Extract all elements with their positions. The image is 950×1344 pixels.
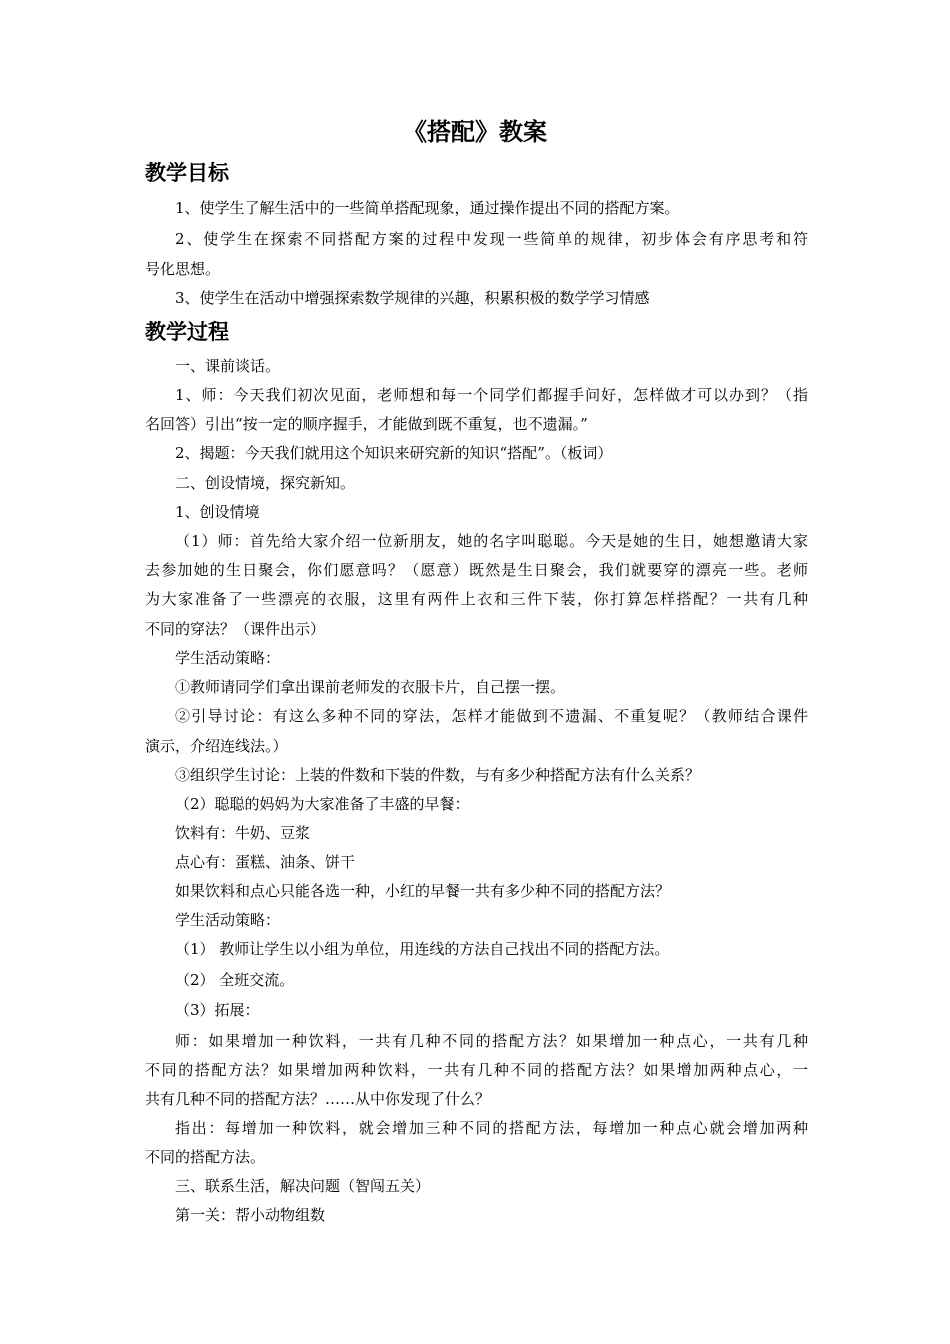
paragraph-line: 去参加她的生日聚会，你们愿意吗？（愿意）既然是生日聚会，我们就要穿的漂亮一些。老师 bbox=[145, 561, 808, 579]
paragraph-line: （1）师：首先给大家介绍一位新朋友，她的名字叫聪聪。今天是她的生日，她想邀请大家 bbox=[175, 532, 808, 550]
paragraph-line: 学生活动策略： bbox=[175, 649, 281, 667]
paragraph-line: 饮料有：牛奶、豆浆 bbox=[175, 824, 311, 842]
paragraph-line: 号化思想。 bbox=[145, 260, 221, 278]
paragraph-line: 不同的搭配方法？如果增加两种饮料，一共有几种不同的搭配方法？如果增加两种点心，一 bbox=[145, 1061, 808, 1079]
paragraph-line: 如果饮料和点心只能各选一种，小红的早餐一共有多少种不同的搭配方法？ bbox=[175, 882, 671, 900]
paragraph-line: 二、创设情境，探究新知。 bbox=[175, 474, 356, 492]
paragraph-line: 指出：每增加一种饮料，就会增加三种不同的搭配方法，每增加一种点心就会增加两种 bbox=[175, 1119, 808, 1137]
paragraph-line: 不同的搭配方法。 bbox=[145, 1148, 266, 1166]
paragraph-line: 1、使学生了解生活中的一些简单搭配现象，通过操作提出不同的搭配方案。 bbox=[175, 199, 680, 217]
paragraph-line: 一、课前谈话。 bbox=[175, 357, 281, 375]
paragraph-line: 2、使学生在探索不同搭配方案的过程中发现一些简单的规律，初步体会有序思考和符 bbox=[175, 230, 808, 248]
list-item: （2） 全班交流。 bbox=[175, 971, 295, 989]
paragraph-line: 1、师：今天我们初次见面，老师想和每一个同学们都握手问好，怎样做才可以办到？（指 bbox=[175, 386, 808, 404]
list-item: （1） 教师让学生以小组为单位，用连线的方法自己找出不同的搭配方法。 bbox=[175, 940, 670, 958]
paragraph-line: 不同的穿法？（课件出示） bbox=[145, 620, 326, 638]
paragraph-line: ②引导讨论：有这么多种不同的穿法，怎样才能做到不遗漏、不重复呢？（教师结合课件 bbox=[175, 707, 808, 725]
paragraph-line: 共有几种不同的搭配方法？……从中你发现了什么？ bbox=[145, 1090, 491, 1108]
paragraph-line: 第一关：帮小动物组数 bbox=[175, 1206, 326, 1224]
section-heading-process: 教学过程 bbox=[145, 319, 229, 344]
list-item: （3）拓展： bbox=[175, 1001, 260, 1019]
section-heading-objectives: 教学目标 bbox=[145, 160, 229, 185]
paragraph-line: 2、揭题：今天我们就用这个知识来研究新的知识“搭配”。（板词） bbox=[175, 444, 613, 462]
paragraph-line: 三、联系生活，解决问题（智闯五关） bbox=[175, 1177, 431, 1195]
paragraph-line: 1、创设情境 bbox=[175, 503, 260, 521]
document-title: 《搭配》教案 bbox=[403, 117, 547, 146]
paragraph-line: 3、使学生在活动中增强探索数学规律的兴趣，积累积极的数学学习情感 bbox=[175, 289, 650, 307]
paragraph-line: 点心有：蛋糕、油条、饼干 bbox=[175, 853, 356, 871]
paragraph-line: 演示，介绍连线法。） bbox=[145, 737, 288, 755]
paragraph-line: （2）聪聪的妈妈为大家准备了丰盛的早餐： bbox=[175, 795, 470, 813]
paragraph-line: 学生活动策略： bbox=[175, 911, 281, 929]
paragraph-line: ③组织学生讨论：上装的件数和下装的件数，与有多少种搭配方法有什么关系？ bbox=[175, 766, 701, 784]
paragraph-line: ①教师请同学们拿出课前老师发的衣服卡片，自己摆一摆。 bbox=[175, 678, 566, 696]
paragraph-line: 师：如果增加一种饮料，一共有几种不同的搭配方法？如果增加一种点心，一共有几种 bbox=[175, 1032, 808, 1050]
paragraph-line: 名回答）引出“按一定的顺序握手，才能做到既不重复，也不遗漏。” bbox=[145, 415, 588, 433]
paragraph-line: 为大家准备了一些漂亮的衣服，这里有两件上衣和三件下装，你打算怎样搭配？一共有几种 bbox=[145, 590, 808, 608]
